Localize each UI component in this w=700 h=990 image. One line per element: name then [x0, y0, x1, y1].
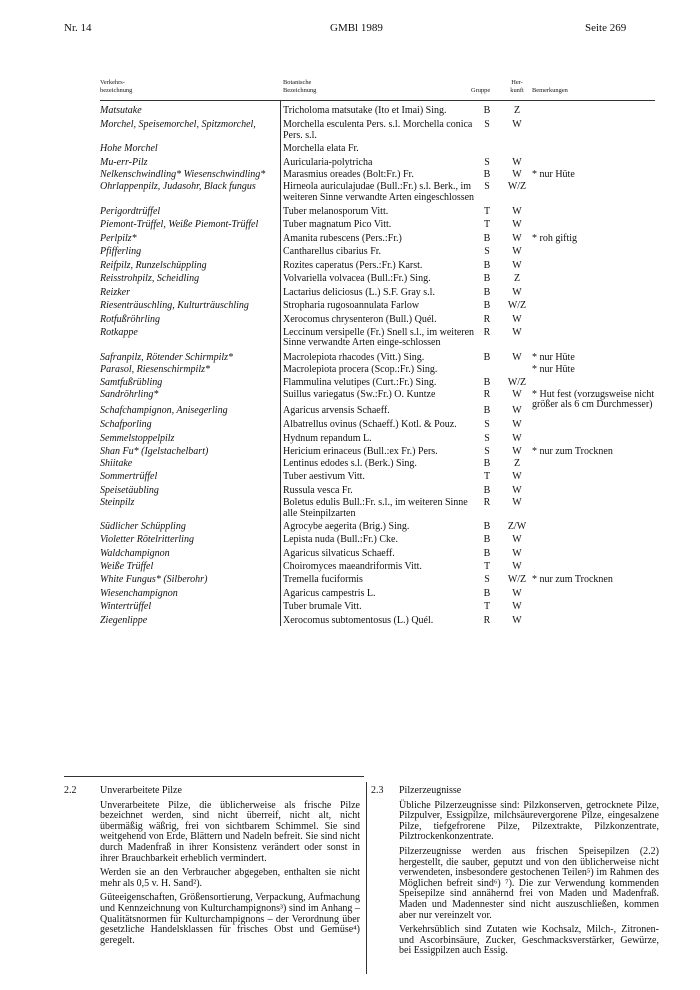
cell-verkehrsbezeichnung: Mu-err-Pilz [100, 156, 148, 168]
cell-botanische-bezeichnung: Cantharellus cibarius Fr. [283, 246, 382, 258]
cell-herkunft: Z/W [507, 521, 527, 532]
cell-herkunft: W [512, 601, 522, 613]
col-header-botanische-bezeichnung: Botanische Bezeichnung [283, 79, 317, 94]
cell-gruppe: B [483, 534, 491, 546]
cell-botanische-bezeichnung: Boletus edulis Bull.:Fr. s.l., im weiteren Sinne alle Steinpilzarten [283, 497, 468, 519]
table-row [100, 420, 655, 430]
cell-botanische-bezeichnung: Hirneola auriculajudae (Bull.:Fr.) s.l. Berk., im weiteren Sinne verwandte Arten eingeschlossen [283, 181, 475, 203]
cell-herkunft: W [512, 169, 522, 181]
header-issue-number: Nr. 14 [64, 22, 92, 34]
cell-gruppe: B [483, 105, 491, 116]
cell-herkunft: Z [513, 273, 521, 285]
cell-botanische-bezeichnung: Tuber aestivum Vitt. [283, 471, 365, 483]
cell-gruppe: B [483, 547, 491, 559]
cell-verkehrsbezeichnung: Reifpilz, Runzelschüppling [100, 259, 207, 271]
table-row [100, 562, 655, 572]
cell-gruppe: S [484, 445, 490, 457]
cell-verkehrsbezeichnung: Weiße Trüffel [100, 561, 154, 573]
cell-gruppe: B [483, 351, 491, 363]
cell-botanische-bezeichnung: Flammulina velutipes (Curt.:Fr.) Sing. [283, 376, 437, 388]
cell-herkunft: W [512, 313, 522, 325]
cell-herkunft: W [512, 119, 522, 131]
section-top-rule [64, 776, 364, 777]
table-row [100, 353, 655, 363]
cell-herkunft: W [512, 588, 522, 600]
cell-botanische-bezeichnung: Tricholoma matsutake (Ito et Imai) Sing. [283, 105, 447, 116]
cell-verkehrsbezeichnung: Schafporling [100, 418, 152, 430]
cell-gruppe: R [483, 313, 491, 325]
col-header-bemerkungen: Bemerkungen [532, 87, 568, 94]
cell-herkunft: W [512, 233, 522, 245]
cell-herkunft: Z [513, 105, 521, 116]
cell-bemerkungen: * roh giftig [532, 233, 577, 245]
cell-botanische-bezeichnung: Tuber brumale Vitt. [283, 601, 362, 613]
cell-gruppe: S [484, 181, 490, 193]
cell-verkehrsbezeichnung: Speisetäubling [100, 484, 159, 496]
table-row [100, 486, 655, 496]
table-row [100, 602, 655, 612]
table-row [100, 158, 655, 168]
cell-herkunft: W/Z [507, 300, 527, 312]
cell-verkehrsbezeichnung: Parasol, Riesenschirmpilz* [100, 364, 210, 376]
cell-herkunft: W [512, 259, 522, 271]
cell-herkunft: W [512, 484, 522, 496]
cell-verkehrsbezeichnung: Rotkappe [100, 326, 138, 338]
table-row [100, 274, 655, 284]
paragraph: Unverarbeitete Pilze, die üblicherweise als frische Pilze bezeichnet werden, sind nicht überreif, nicht alt, nicht übermäßig wäßrig, frei von sichtbarem Schimmel. Sie sind weitgehend von Erde, Blättern und Nadeln befreit. Sie sind nicht durch Madenfraß in ihrer Konsistenz verändert oder sonst in ihrer Brauchbarkeit erheblich vermindert. [100, 799, 360, 864]
table-row [100, 234, 655, 244]
table-row [100, 472, 655, 482]
cell-verkehrsbezeichnung: Nelkenschwindling* Wiesenschwindling* [100, 169, 266, 181]
table-row [100, 589, 655, 599]
cell-botanische-bezeichnung: Agaricus arvensis Schaeff. [283, 405, 390, 417]
cell-herkunft: W [512, 326, 522, 338]
cell-herkunft: W [512, 156, 522, 168]
table-row [100, 220, 655, 230]
table-row [100, 616, 655, 626]
cell-gruppe: B [483, 286, 491, 298]
cell-verkehrsbezeichnung: Steinpilz [100, 497, 135, 509]
cell-gruppe: B [483, 273, 491, 285]
cell-herkunft: W/Z [507, 376, 527, 388]
table-row [100, 106, 655, 116]
cell-gruppe: B [483, 521, 491, 532]
cell-gruppe: R [483, 388, 491, 400]
table-row [100, 434, 655, 444]
table-row [100, 170, 655, 180]
table-row [100, 288, 655, 298]
cell-botanische-bezeichnung: Xerocomus chrysenteron (Bull.) Quél. [283, 313, 437, 325]
cell-herkunft: W [512, 445, 522, 457]
cell-herkunft: Z [513, 457, 521, 469]
cell-botanische-bezeichnung: Xerocomus subtomentosus (L.) Quél. [283, 614, 434, 626]
table-row [100, 301, 655, 311]
table-rows [100, 101, 655, 626]
cell-gruppe: B [483, 233, 491, 245]
cell-herkunft: W [512, 433, 522, 445]
table-row [100, 575, 655, 585]
cell-gruppe: S [484, 418, 490, 430]
cell-botanische-bezeichnung: Tremella fuciformis [283, 573, 363, 585]
header-page-number: Seite 269 [585, 22, 627, 34]
cell-botanische-bezeichnung: Hydnum repandum L. [283, 433, 372, 445]
cell-gruppe: T [483, 471, 491, 483]
cell-herkunft: W [512, 206, 522, 218]
cell-verkehrsbezeichnung: Perlpilz* [100, 233, 137, 245]
cell-gruppe: T [483, 218, 491, 230]
cell-gruppe: T [483, 601, 491, 613]
section-number: 2.2 [64, 785, 77, 796]
cell-herkunft: W [512, 246, 522, 258]
cell-herkunft: W [512, 471, 522, 483]
table-row [100, 182, 655, 203]
cell-herkunft: W [512, 418, 522, 430]
section-title: Unverarbeitete Pilze [100, 785, 182, 796]
cell-botanische-bezeichnung: Lentinus edodes s.l. (Berk.) Sing. [283, 457, 417, 469]
cell-gruppe: B [483, 259, 491, 271]
cell-verkehrsbezeichnung: Morchel, Speisemorchel, Spitzmorchel, [100, 119, 256, 131]
cell-gruppe: R [483, 497, 491, 509]
cell-verkehrsbezeichnung: Schafchampignon, Anisegerling [100, 405, 228, 417]
cell-botanische-bezeichnung: Tuber melanosporum Vitt. [283, 206, 389, 218]
cell-verkehrsbezeichnung: Violetter Rötelritterling [100, 534, 194, 546]
cell-botanische-bezeichnung: Agrocybe aegerita (Brig.) Sing. [283, 521, 410, 532]
paragraph: Übliche Pilzerzeugnisse sind: Pilzkonserven, getrocknete Pilze, Pilzpulver, Essigpilze, milchsäurevergorene Pilze, eingesalzene Pilze, tiefgefrorene Pilze, Pilzextrakte, Pilzkonzentrate, Pilztrockenkonzentrate. [399, 799, 659, 843]
cell-verkehrsbezeichnung: Ziegenlippe [100, 614, 148, 626]
cell-verkehrsbezeichnung: Perigordtrüffel [100, 206, 161, 218]
cell-gruppe: R [483, 614, 491, 626]
cell-botanische-bezeichnung: Choiromyces maeandriformis Vitt. [283, 561, 422, 573]
cell-verkehrsbezeichnung: Wintertrüffel [100, 601, 152, 613]
cell-verkehrsbezeichnung: Matsutake [100, 105, 142, 116]
cell-verkehrsbezeichnung: Semmelstoppelpilz [100, 433, 175, 445]
cell-verkehrsbezeichnung: Rotfußröhrling [100, 313, 161, 325]
cell-verkehrsbezeichnung: Piemont-Trüffel, Weiße Piemont-Trüffel [100, 218, 259, 230]
cell-herkunft: W [512, 405, 522, 417]
paragraph: Werden sie an den Verbraucher abgegeben, enthalten sie nicht mehr als 0,5 v. H. Sand²). [100, 867, 360, 889]
cell-herkunft: W [512, 561, 522, 573]
cell-gruppe: B [483, 405, 491, 417]
paragraph: Pilzerzeugnisse werden aus frischen Speisepilzen (2.2) hergestellt, die sauber, geputzt und von den üblicherweise nicht verwendeten, insbesondere gestochenen Teilen⁵) im Rahmen des Möglichen befreit sind⁶) ⁷). Die zur Verwendung kommenden Speisepilze sind annähernd frei von Maden und Madenfraß. Maden und Madennester sind nicht auszuschließen, kommen aber nur vereinzelt vor. [399, 845, 659, 921]
cell-herkunft: W [512, 497, 522, 509]
table-row [100, 144, 655, 154]
paragraph: Güteeigenschaften, Größensortierung, Verpackung, Aufmachung und Kennzeichnung von Kulturchampignons³) sind im Anhang – Qualitätsnormen für Kulturchampignons – der Verordnung über gesetzliche Handelsklassen für frisches Obst und Gemüse⁴) geregelt. [100, 892, 360, 946]
cell-gruppe: S [484, 573, 490, 585]
cell-bemerkungen: * nur zum Trocknen [532, 573, 613, 585]
cell-verkehrsbezeichnung: Reizker [100, 286, 130, 298]
cell-botanische-bezeichnung: Russula vesca Fr. [283, 484, 353, 496]
cell-herkunft: W [512, 388, 522, 400]
cell-verkehrsbezeichnung: Samtfußrübling [100, 376, 163, 388]
cell-herkunft: W [512, 218, 522, 230]
paragraph: Verkehrsüblich sind Zutaten wie Kochsalz, Milch-, Zitronen- und Ascorbinsäure, Zucker, Geschmacksverstärker, Gewürze, bei Essigpilzen auch Essig. [399, 924, 659, 957]
header-publication: GMBl 1989 [330, 22, 383, 34]
cell-gruppe: S [484, 119, 490, 131]
cell-herkunft: W [512, 547, 522, 559]
cell-gruppe: R [483, 326, 491, 338]
cell-bemerkungen: * nur Hüte [532, 351, 575, 363]
cell-herkunft: W [512, 286, 522, 298]
table-row [100, 207, 655, 217]
section-number: 2.3 [371, 785, 384, 796]
cell-bemerkungen: * Hut fest (vorzugsweise nicht größer als 6 cm Durchmesser) [532, 388, 655, 411]
table-row [100, 459, 655, 469]
table-row [100, 261, 655, 271]
cell-herkunft: W/Z [507, 181, 527, 193]
table-body [100, 101, 655, 626]
cell-verkehrsbezeichnung: Pfifferling [100, 246, 142, 258]
cell-botanische-bezeichnung: Marasmius oreades (Bolt:Fr.) Fr. [283, 169, 414, 181]
cell-botanische-bezeichnung: Lactarius deliciosus (L.) S.F. Gray s.l. [283, 286, 435, 298]
cell-botanische-bezeichnung: Agaricus campestris L. [283, 588, 376, 600]
cell-botanische-bezeichnung: Hericium erinaceus (Bull.:ex Fr.) Pers. [283, 445, 438, 457]
col-header-verkehrsbezeichnung: Verkehrs- bezeichnung [100, 79, 133, 94]
cell-verkehrsbezeichnung: Wiesenchampignon [100, 588, 178, 600]
cell-verkehrsbezeichnung: Waldchampignon [100, 547, 170, 559]
cell-bemerkungen: * nur Hüte [532, 169, 575, 181]
table-row [100, 406, 655, 416]
cell-verkehrsbezeichnung: Safranpilz, Rötender Schirmpilz* [100, 351, 234, 363]
table-row [100, 378, 655, 388]
cell-verkehrsbezeichnung: Hohe Morchel [100, 143, 158, 155]
mushroom-table [100, 79, 655, 626]
cell-gruppe: B [483, 376, 491, 388]
cell-gruppe: S [484, 156, 490, 168]
cell-verkehrsbezeichnung: Südlicher Schüppling [100, 521, 186, 532]
cell-gruppe: B [483, 484, 491, 496]
cell-verkehrsbezeichnung: Reisstrohpilz, Scheidling [100, 273, 200, 285]
table-row [100, 328, 655, 349]
cell-verkehrsbezeichnung: White Fungus* (Silberohr) [100, 573, 208, 585]
cell-botanische-bezeichnung: Morchella elata Fr. [283, 143, 359, 155]
col-header-herkunft: Her- kunft [510, 79, 524, 94]
cell-botanische-bezeichnung: Stropharia rugosoannulata Farlow [283, 300, 420, 312]
cell-botanische-bezeichnung: Amanita rubescens (Pers.:Fr.) [283, 233, 402, 245]
table-row [100, 120, 655, 141]
cell-herkunft: W [512, 614, 522, 626]
cell-gruppe: T [483, 561, 491, 573]
cell-botanische-bezeichnung: Lepista nuda (Bull.:Fr.) Cke. [283, 534, 398, 546]
cell-verkehrsbezeichnung: Ohrlappenpilz, Judasohr, Black fungus [100, 181, 256, 193]
column-rule [366, 782, 367, 974]
cell-botanische-bezeichnung: Albatrellus ovinus (Schaeff.) Kotl. & Pouz. [283, 418, 457, 430]
cell-botanische-bezeichnung: Auricularia-polytricha [283, 156, 373, 168]
cell-gruppe: B [483, 300, 491, 312]
cell-botanische-bezeichnung: Leccinum versipelle (Fr.) Snell s.l., im weiteren Sinne verwandte Arten einge-schlossen [283, 326, 475, 349]
cell-verkehrsbezeichnung: Sandröhrling* [100, 388, 159, 400]
table-row [100, 549, 655, 559]
table-row [100, 498, 655, 519]
table-row [100, 535, 655, 545]
cell-botanische-bezeichnung: Agaricus silvaticus Schaeff. [283, 547, 395, 559]
cell-verkehrsbezeichnung: Shiitake [100, 457, 133, 469]
col-header-gruppe: Gruppe [471, 87, 491, 94]
cell-gruppe: S [484, 433, 490, 445]
section-unverarbeitete-pilze [64, 786, 360, 950]
cell-botanische-bezeichnung: Tuber magnatum Pico Vitt. [283, 218, 392, 230]
cell-gruppe: B [483, 588, 491, 600]
cell-herkunft: W/Z [507, 573, 527, 585]
cell-verkehrsbezeichnung: Riesenträuschling, Kulturträuschling [100, 300, 249, 312]
cell-verkehrsbezeichnung: Sommertrüffel [100, 471, 158, 483]
cell-botanische-bezeichnung: Suillus variegatus (Sw.:Fr.) O. Kuntze [283, 388, 436, 400]
cell-bemerkungen: * nur zum Trocknen [532, 445, 613, 457]
cell-botanische-bezeichnung: Macrolepiota procera (Scop.:Fr.) Sing. [283, 364, 438, 376]
table-row [100, 522, 655, 532]
cell-botanische-bezeichnung: Rozites caperatus (Pers.:Fr.) Karst. [283, 259, 423, 271]
cell-botanische-bezeichnung: Volvariella volvacea (Bull.:Fr.) Sing. [283, 273, 431, 285]
section-pilzerzeugnisse [371, 786, 659, 961]
cell-botanische-bezeichnung: Morchella esculenta Pers. s.l. Morchella conica Pers. s.l. [283, 119, 473, 141]
table-row [100, 447, 655, 457]
cell-gruppe: B [483, 169, 491, 181]
section-title: Pilzerzeugnisse [399, 785, 462, 796]
cell-herkunft: W [512, 351, 522, 363]
cell-verkehrsbezeichnung: Shan Fu* (Igelstachelbart) [100, 445, 209, 457]
table-row [100, 247, 655, 257]
table-row [100, 365, 655, 375]
table-row [100, 315, 655, 325]
cell-herkunft: W [512, 534, 522, 546]
table-header [100, 79, 655, 101]
cell-botanische-bezeichnung: Macrolepiota rhacodes (Vitt.) Sing. [283, 351, 425, 363]
cell-bemerkungen: * nur Hüte [532, 364, 575, 376]
cell-gruppe: B [483, 457, 491, 469]
cell-gruppe: T [483, 206, 491, 218]
cell-gruppe: S [484, 246, 490, 258]
